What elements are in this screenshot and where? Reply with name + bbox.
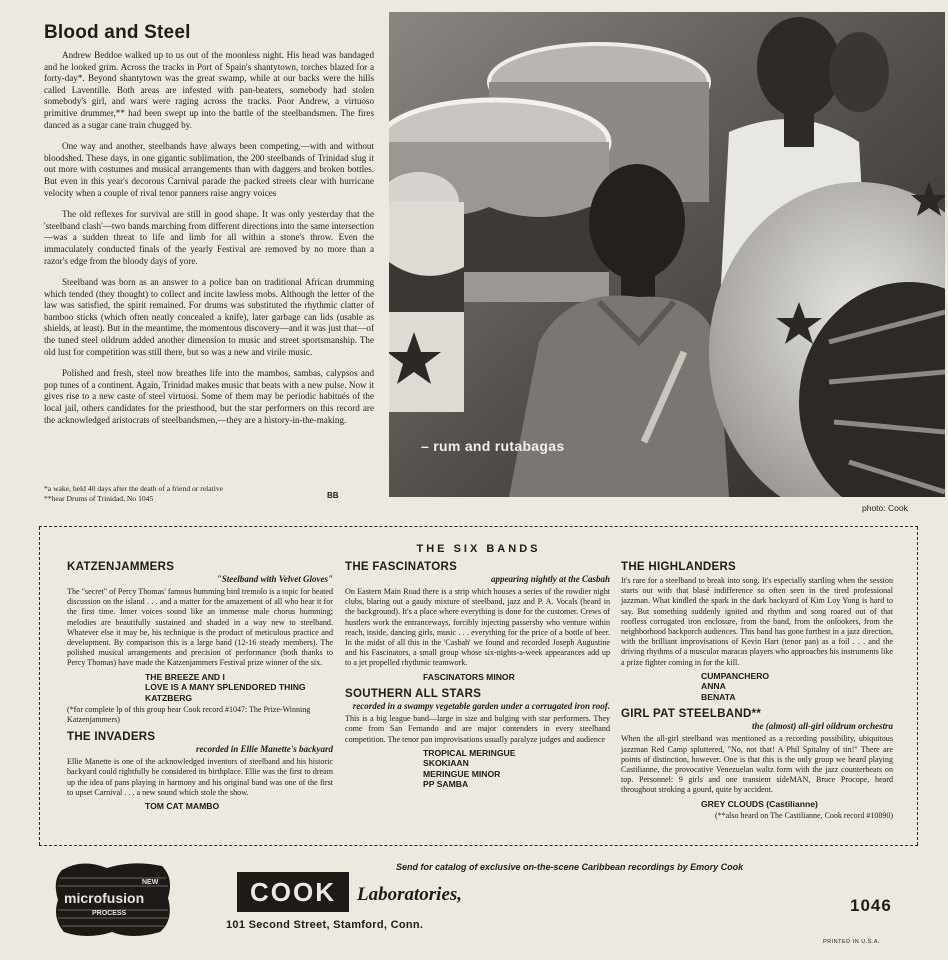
- cook-logo: COOK: [237, 872, 349, 912]
- track-title: KATZBERG: [145, 692, 193, 703]
- track-title: SKOKIAAN: [423, 758, 469, 769]
- track-title: PP SAMBA: [423, 779, 469, 790]
- essay-title: Blood and Steel: [44, 22, 191, 43]
- track-title: TOM CAT MAMBO: [145, 800, 220, 811]
- photo-caption: – rum and rutabagas: [421, 438, 565, 454]
- band-description: When the all-girl steelband was mentioned as a recording possibility, ubiquitous jazzman Red Camp spluttered, "No, not that! A Phil Spitalny of tin!" There are points of distinction, however. One is that this is the only group we heard playing Castilianne, the provocative Venezuelan waltz form with the jazz counterbeats on top. Personnel: 9 girls and one transient sideMAN, Bruce Procope, heard throughout stroking a gourd, quite by accident.: [621, 734, 893, 795]
- mf-process-label: PROCESS: [92, 910, 127, 917]
- band-description: On Eastern Main Road there is a strip which houses a series of the rowdier night clubs, blaring out a gaudy mixture of steelband, jazz and P. A. Vocals (heard in the background). It's a place where everything is done for the customer. Crews of hustlers work the entranceways, forcibly injecting passersby who venture within reach, inside, dancing girls, music . . . everything for the price of a bottle of beer. In the midst of all this in the 'Casbah' we found and recorded Joseph Augustine and his Fascinators, a small group whose six-nights-a-week appearances add up to a jet propelled rhythmic teamwork.: [345, 587, 610, 668]
- band-fascinators: [345, 561, 610, 682]
- author-initials: BB: [327, 491, 339, 500]
- bands-column-1: [67, 561, 333, 817]
- steelband-photo-illustration: [389, 12, 945, 497]
- band-subtitle: recorded in a swampy vegetable garden under a corrugated iron roof.: [352, 701, 610, 712]
- track-title: THE BREEZE AND I: [145, 671, 225, 682]
- laboratories-label: Laboratories,: [357, 884, 463, 905]
- footnotes: [44, 484, 374, 504]
- box-border-left: [39, 527, 40, 845]
- band-name: THE FASCINATORS: [345, 561, 458, 573]
- track-title: BENATA: [701, 691, 736, 702]
- band-subtitle: the (almost) all-girl oildrum orchestra: [751, 721, 893, 732]
- box-border-right: [917, 527, 918, 845]
- microfusion-badge-shape: [52, 858, 174, 940]
- footnote: *a wake, held 40 days after the death of a friend or relative: [44, 484, 224, 493]
- microfusion-logo: [52, 858, 174, 945]
- band-name: THE HIGHLANDERS: [621, 561, 737, 573]
- mf-brand-label: microfusion: [64, 890, 145, 906]
- bands-column-2: [345, 561, 610, 796]
- essay-paragraph: One way and another, steelbands have always been competing,—with and without bloodshed. These days, in one gigantic sublimation, the 200 steelbands of Trinidad slug it out more with costumes and musical arrangements than with daggers and broken bottles. But even in this year's decorous Carnival parade the packed streets clear with hurricane velocity when a couple of rival tenor panners raise angry voices: [44, 141, 374, 198]
- six-bands-box: [39, 526, 918, 846]
- publisher-address: 101 Second Street, Stamford, Conn.: [226, 919, 424, 931]
- band-katzenjammers: [67, 561, 333, 725]
- band-description: This is a big league band—large in size and bulging with star performers. They come from San Fernando and are major contenders in every steelband competition. The tenor pan improvisations usually paralyze judges and audience: [345, 714, 610, 744]
- band-name: KATZENJAMMERS: [67, 561, 175, 573]
- essay-paragraph: Steelband was born as an answer to a police ban on traditional African drumming which tended (they thought) to collect and incite lawless mobs. Although the letter of the law was satisfied, the spirit remained. For drums was substituted the rhythmic clatter of bamboo sticks (which often neatly concealed a knife), later garbage can lids (usable as shields, at least). But in the meantime, the momentous discovery—and it was just that—of the tuned steel oildrum added another dimension to music and street sportsmanship. The old lust for competition was still there, but so was a new and virile music.: [44, 277, 374, 357]
- track-list: [621, 671, 893, 703]
- track-list: [345, 748, 610, 790]
- track-title: MERINGUE MINOR: [423, 768, 501, 779]
- track-list: [621, 799, 893, 810]
- band-name: THE INVADERS: [67, 731, 156, 744]
- band-subtitle: recorded in Ellie Manette's backyard: [196, 744, 333, 755]
- band-description: It's rare for a steelband to break into song. It's especially startling when the session starts out with that blasé indifference so often seen in the tired professional jazzman. What kindled the spark in the dark backyard of Kim Loy Yong is hard to say. But something suddenly ignited and rhythm and song roared out of that roofless corrugated iron enclosure, from the band, from the onlookers, from the neighborhood backporch audiences. This band has gone furthest in a jazz direction, with the brilliant improvisations of Kevin Hart (tenor pan) as a foil . . . and the driving rhythms of a muscular maracas players who approaches his instruments like a prize fighter coming in for the kill.: [621, 576, 893, 667]
- band-note: (**also heard on The Castilianne, Cook record #10890): [714, 811, 893, 821]
- band-highlanders: [621, 561, 893, 702]
- bands-column-3: [621, 561, 893, 827]
- essay-paragraph: Polished and fresh, steel now breathes life into the mambos, sambas, calypsos and pop tunes of a continent. Again, Trinidad makes music that beats with a new pulse. Now it gives rise to a new caste of steel virtuosi. Some of them may be periodic habitués of the local jail, others candidates for the priesthood, but the star performers on this record are the acknowledged aristocrats of steelbandsmen,—they are a history-in-the-making.: [44, 368, 374, 425]
- photo-credit: photo: Cook: [862, 503, 908, 513]
- track-list: [67, 801, 333, 812]
- band-invaders: [67, 731, 333, 811]
- band-name: GIRL PAT STEELBAND**: [621, 708, 762, 721]
- footnote: **hear Drums of Trinidad, No 1045: [44, 494, 154, 503]
- band-name: SOUTHERN ALL STARS: [345, 688, 482, 701]
- band-girl-pat: [621, 708, 893, 821]
- printed-in-usa: PRINTED IN U.S.A.: [823, 939, 881, 945]
- band-subtitle: appearing nightly at the Casbah: [490, 574, 610, 584]
- band-description: Ellie Manette is one of the acknowledged inventors of steelband and his historic backyard could rightfully be considered its birthplace. Ellie was the first to dream up the idea of pans playing in harmony and his original band was one of the first to upset Carnival . . . a new sound which stole the show.: [67, 757, 333, 797]
- mf-new-label: NEW: [142, 879, 159, 886]
- essay: [44, 22, 374, 436]
- catalog-number: 1046: [850, 896, 892, 915]
- cover-photo: [389, 12, 945, 497]
- essay-paragraph: The old reflexes for survival are still in good shape. It was only yesterday that the 'steelband clash'—two bands marching from different directions into the same intersection—was a sudden threat to life and limb for all within a stone's throw. Even the immaculately conducted finals of the yearly Festival are removed by no more than a razor's edge from the bloody days of yore.: [44, 209, 374, 266]
- track-list: [345, 672, 610, 683]
- band-note: (*for complete lp of this group hear Cook record #1047: The Prize-Winning Katzenjammers): [67, 705, 311, 725]
- track-title: CUMPANCHERO: [701, 670, 770, 681]
- track-list: [67, 672, 333, 704]
- track-title: FASCINATORS MINOR: [423, 671, 515, 682]
- track-title: LOVE IS A MANY SPLENDORED THING: [145, 682, 306, 693]
- bands-title: THE SIX BANDS: [416, 543, 541, 555]
- track-title: TROPICAL MERINGUE: [423, 747, 516, 758]
- band-description: The "secret" of Percy Thomas' famous humming bird tremolo is a topic for heated discussion on the island . . . and a matter for the amazement of all who hear it for the first time. Inner voices sound like an immense male chorus humming; melodies are beautifully sustained and shaded in a way new to steelband. Whatever else it may be, his technique is the product of meticulous practice and development. By comparison this is a large band (12-16 steady members). The polished musical arrangements and precision of performance (both thanks to Percy Thomas) have made the Katzenjammers Festival prize winner of the six.: [67, 587, 333, 668]
- catalog-offer: Send for catalog of exclusive on-the-scene Caribbean recordings by Emory Cook: [396, 862, 744, 872]
- track-title: GREY CLOUDS (Castilianne): [701, 798, 818, 809]
- band-southern-all-stars: [345, 688, 610, 790]
- band-subtitle: "Steelband with Velvet Gloves": [216, 574, 333, 584]
- essay-paragraph: Andrew Beddoe walked up to us out of the moonless night. His head was bandaged and he looked grim. Across the tracks in Port of Spain's shantytown, torches blazed for a forty-day*. Beyond shantytown was the great swamp, while at our backs were the hills called Laventille. Both areas are infested with pan-beaters, somebody had stolen somebody's girl, and wars were raging across the tracks. Poor Andrew, a virtuoso primitive drummer,** had been swept up into the battle of the steelbandsmen. The fires danced as a sugar cane train chugged by.: [44, 50, 374, 130]
- track-title: ANNA: [701, 681, 726, 692]
